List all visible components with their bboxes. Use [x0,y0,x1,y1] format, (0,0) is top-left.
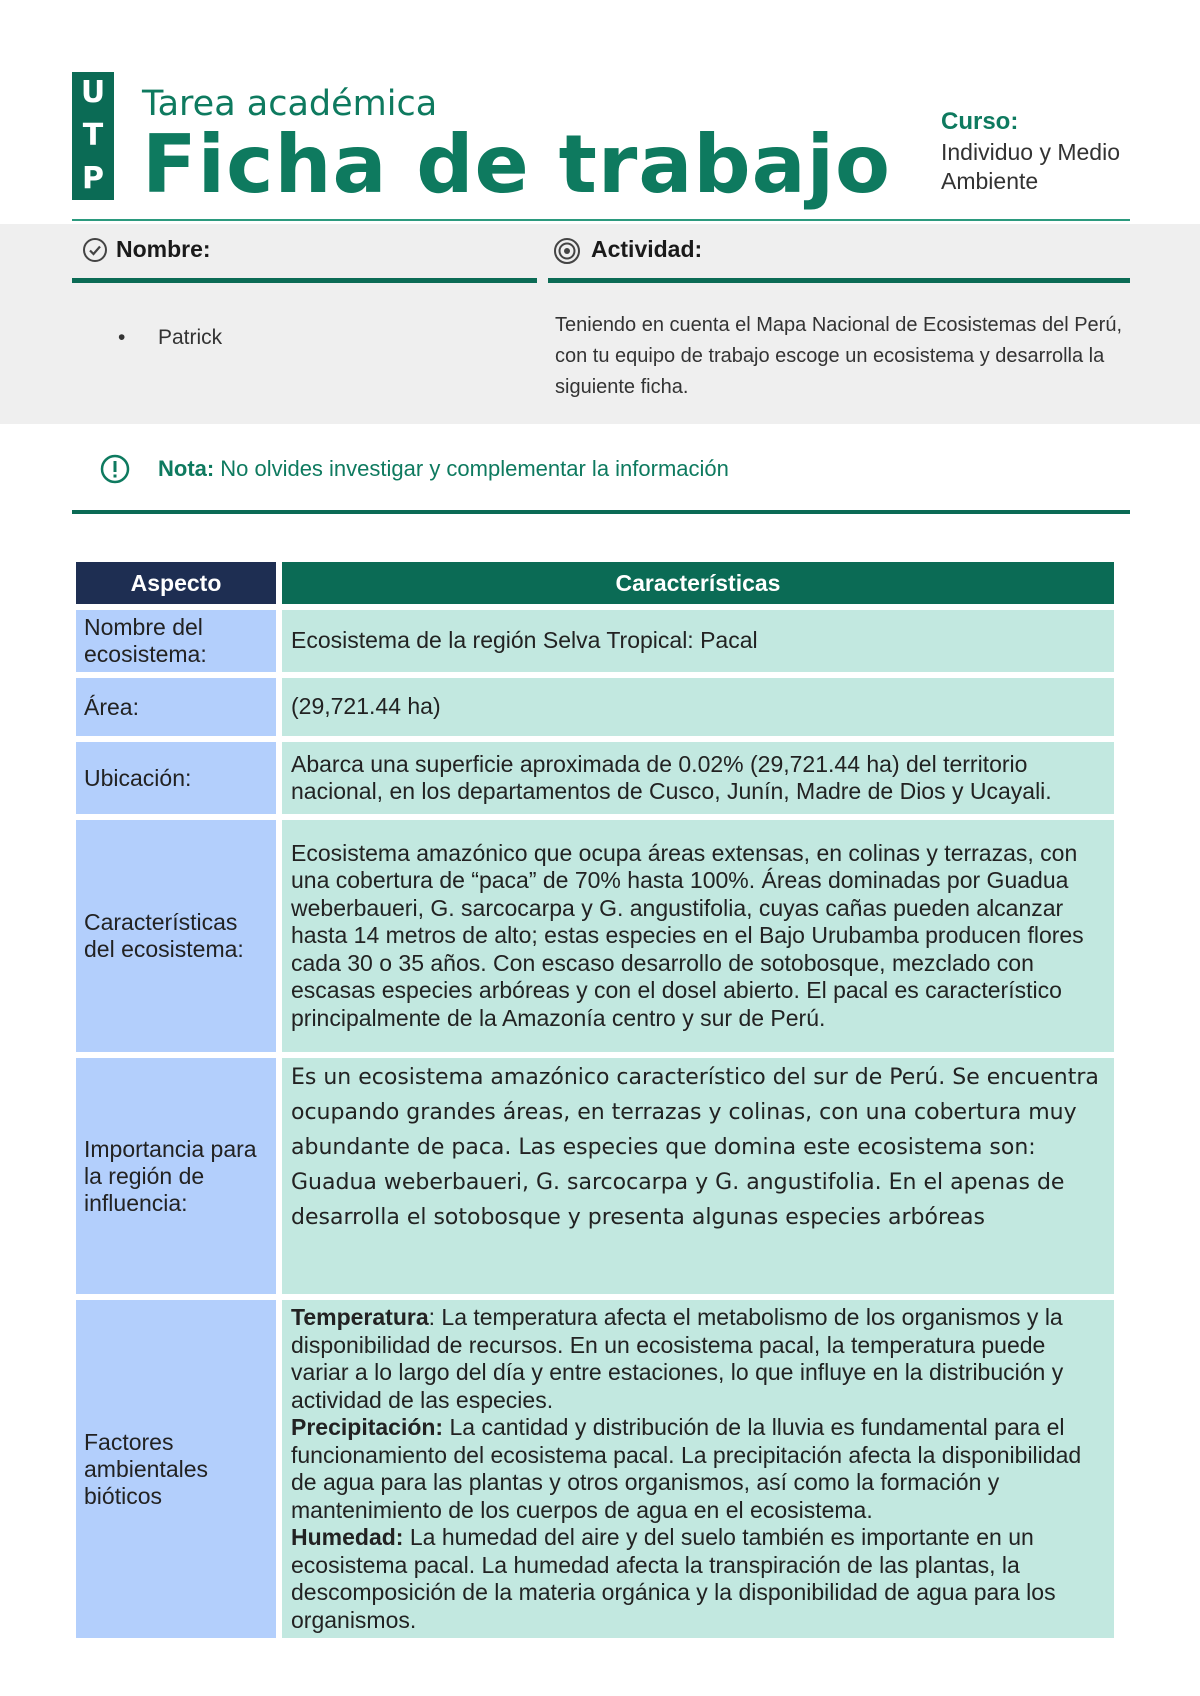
course-label: Curso: [941,108,1019,135]
note-text: No olvides investigar y complementar la información [220,456,729,481]
bullet-icon: • [118,326,126,349]
logo-letter-t: T [82,117,104,153]
aspect-cell: Factores ambientales bióticos [76,1300,276,1638]
aspect-cell: Área: [76,678,276,736]
characteristic-cell: Ecosistema de la región Selva Tropical: Pacal [282,610,1114,672]
factor-text-temperature: : La temperatura afecta el metabolismo de los organismos y la disponibilidad de recursos. En un ecosistema pacal, la temperatura puede variar a lo largo del día y entre estaciones, lo que influye en la distribución y actividad de las especies. [291,1304,1064,1413]
characteristic-cell: Es un ecosistema amazónico característico del sur de Perú. Se encuentra ocupando grandes áreas, en terrazas y colinas, con una cobertura muy abundante de paca. Las especies que domina este ecosistema son: Guadua weberbaueri, G. sarcocarpa y G. angustifolia. En el apenas de desarrolla el sotobosque y presenta algunas especies arbóreas [282,1058,1114,1294]
note [100,454,729,484]
activity-label: Actividad: [591,236,703,262]
characteristic-cell: Ecosistema amazónico que ocupa áreas extensas, en colinas y terrazas, con una cobertura de “paca” de 70% hasta 100%. Áreas dominadas por Guadua weberbaueri, G. sarcocarpa y G. angustifolia, cuyas cañas pueden alcanzar hasta 14 metros de alto; estas especies en el Bajo Urubamba producen flores cada 30 o 35 años. Con escaso desarrollo de sotobosque, mezclado con escasas especies arbóreas y con el dosel abierto. El pacal es característico principalmente de la Amazonía centro y sur de Perú. [282,820,1114,1052]
activity-underline [548,278,1130,283]
logo-letter-p: P [82,160,104,196]
logo-letter-u: U [80,75,106,111]
header-divider [72,219,1130,221]
aspect-cell: Nombre del ecosistema: [76,610,276,672]
factor-term-precipitation: Precipitación: [291,1414,444,1440]
characteristic-cell [282,1300,1114,1638]
table-row [76,742,1114,814]
aspect-cell: Ubicación: [76,742,276,814]
header-characteristics: Características [282,562,1114,604]
utp-logo [72,72,114,200]
name-value: Patrick [158,326,223,349]
aspect-cell: Características del ecosistema: [76,820,276,1052]
table-row [76,820,1114,1052]
name-list [118,326,222,350]
characteristic-cell: Abarca una superficie aproximada de 0.02% (29,721.44 ha) del territorio nacional, en los departamentos de Cusco, Junín, Madre de Dios y Ucayali. [282,742,1114,814]
name-label: Nombre: [116,236,211,262]
factor-text-humidity: La humedad del aire y del suelo también es importante en un ecosistema pacal. La humedad afecta la transpiración de las plantas, la descomposición de la materia orgánica y la disponibilidad de agua para los organismos. [291,1524,1056,1633]
aspect-cell: Importancia para la región de influencia: [76,1058,276,1294]
header-aspect: Aspecto [76,562,276,604]
name-underline [72,278,537,283]
activity-text: Teniendo en cuenta el Mapa Nacional de Ecosistemas del Perú, con tu equipo de trabajo escoge un ecosistema y desarrolla la siguiente ficha. [555,314,1123,398]
page-subtitle: Tarea académica [142,84,438,124]
characteristic-cell: (29,721.44 ha) [282,678,1114,736]
page-title: Ficha de trabajo [142,118,891,211]
alert-icon [100,454,130,484]
table-row [76,610,1114,672]
name-heading [82,236,211,263]
check-circle-icon [82,237,108,263]
ecosystem-table [70,556,1120,1644]
factor-text-precipitation: La cantidad y distribución de la lluvia es fundamental para el funcionamiento del ecosistema pacal. La precipitación afecta la disponibilidad de agua para las plantas y otros organismos, así como la formación y mantenimiento de los cuerpos de agua en el ecosistema. [291,1414,1082,1523]
table-row [76,678,1114,736]
table-row [76,1058,1114,1294]
factor-term-humidity: Humedad: [291,1524,404,1550]
target-icon [553,237,579,263]
table-header-row [76,562,1114,604]
activity-heading [553,236,702,263]
course-value: Individuo y Medio Ambiente [941,139,1120,194]
list-item [118,326,222,350]
note-divider [72,510,1130,514]
note-label: Nota: [158,456,215,481]
factor-term-temperature: Temperatura [291,1304,429,1330]
table-row [76,1300,1114,1638]
